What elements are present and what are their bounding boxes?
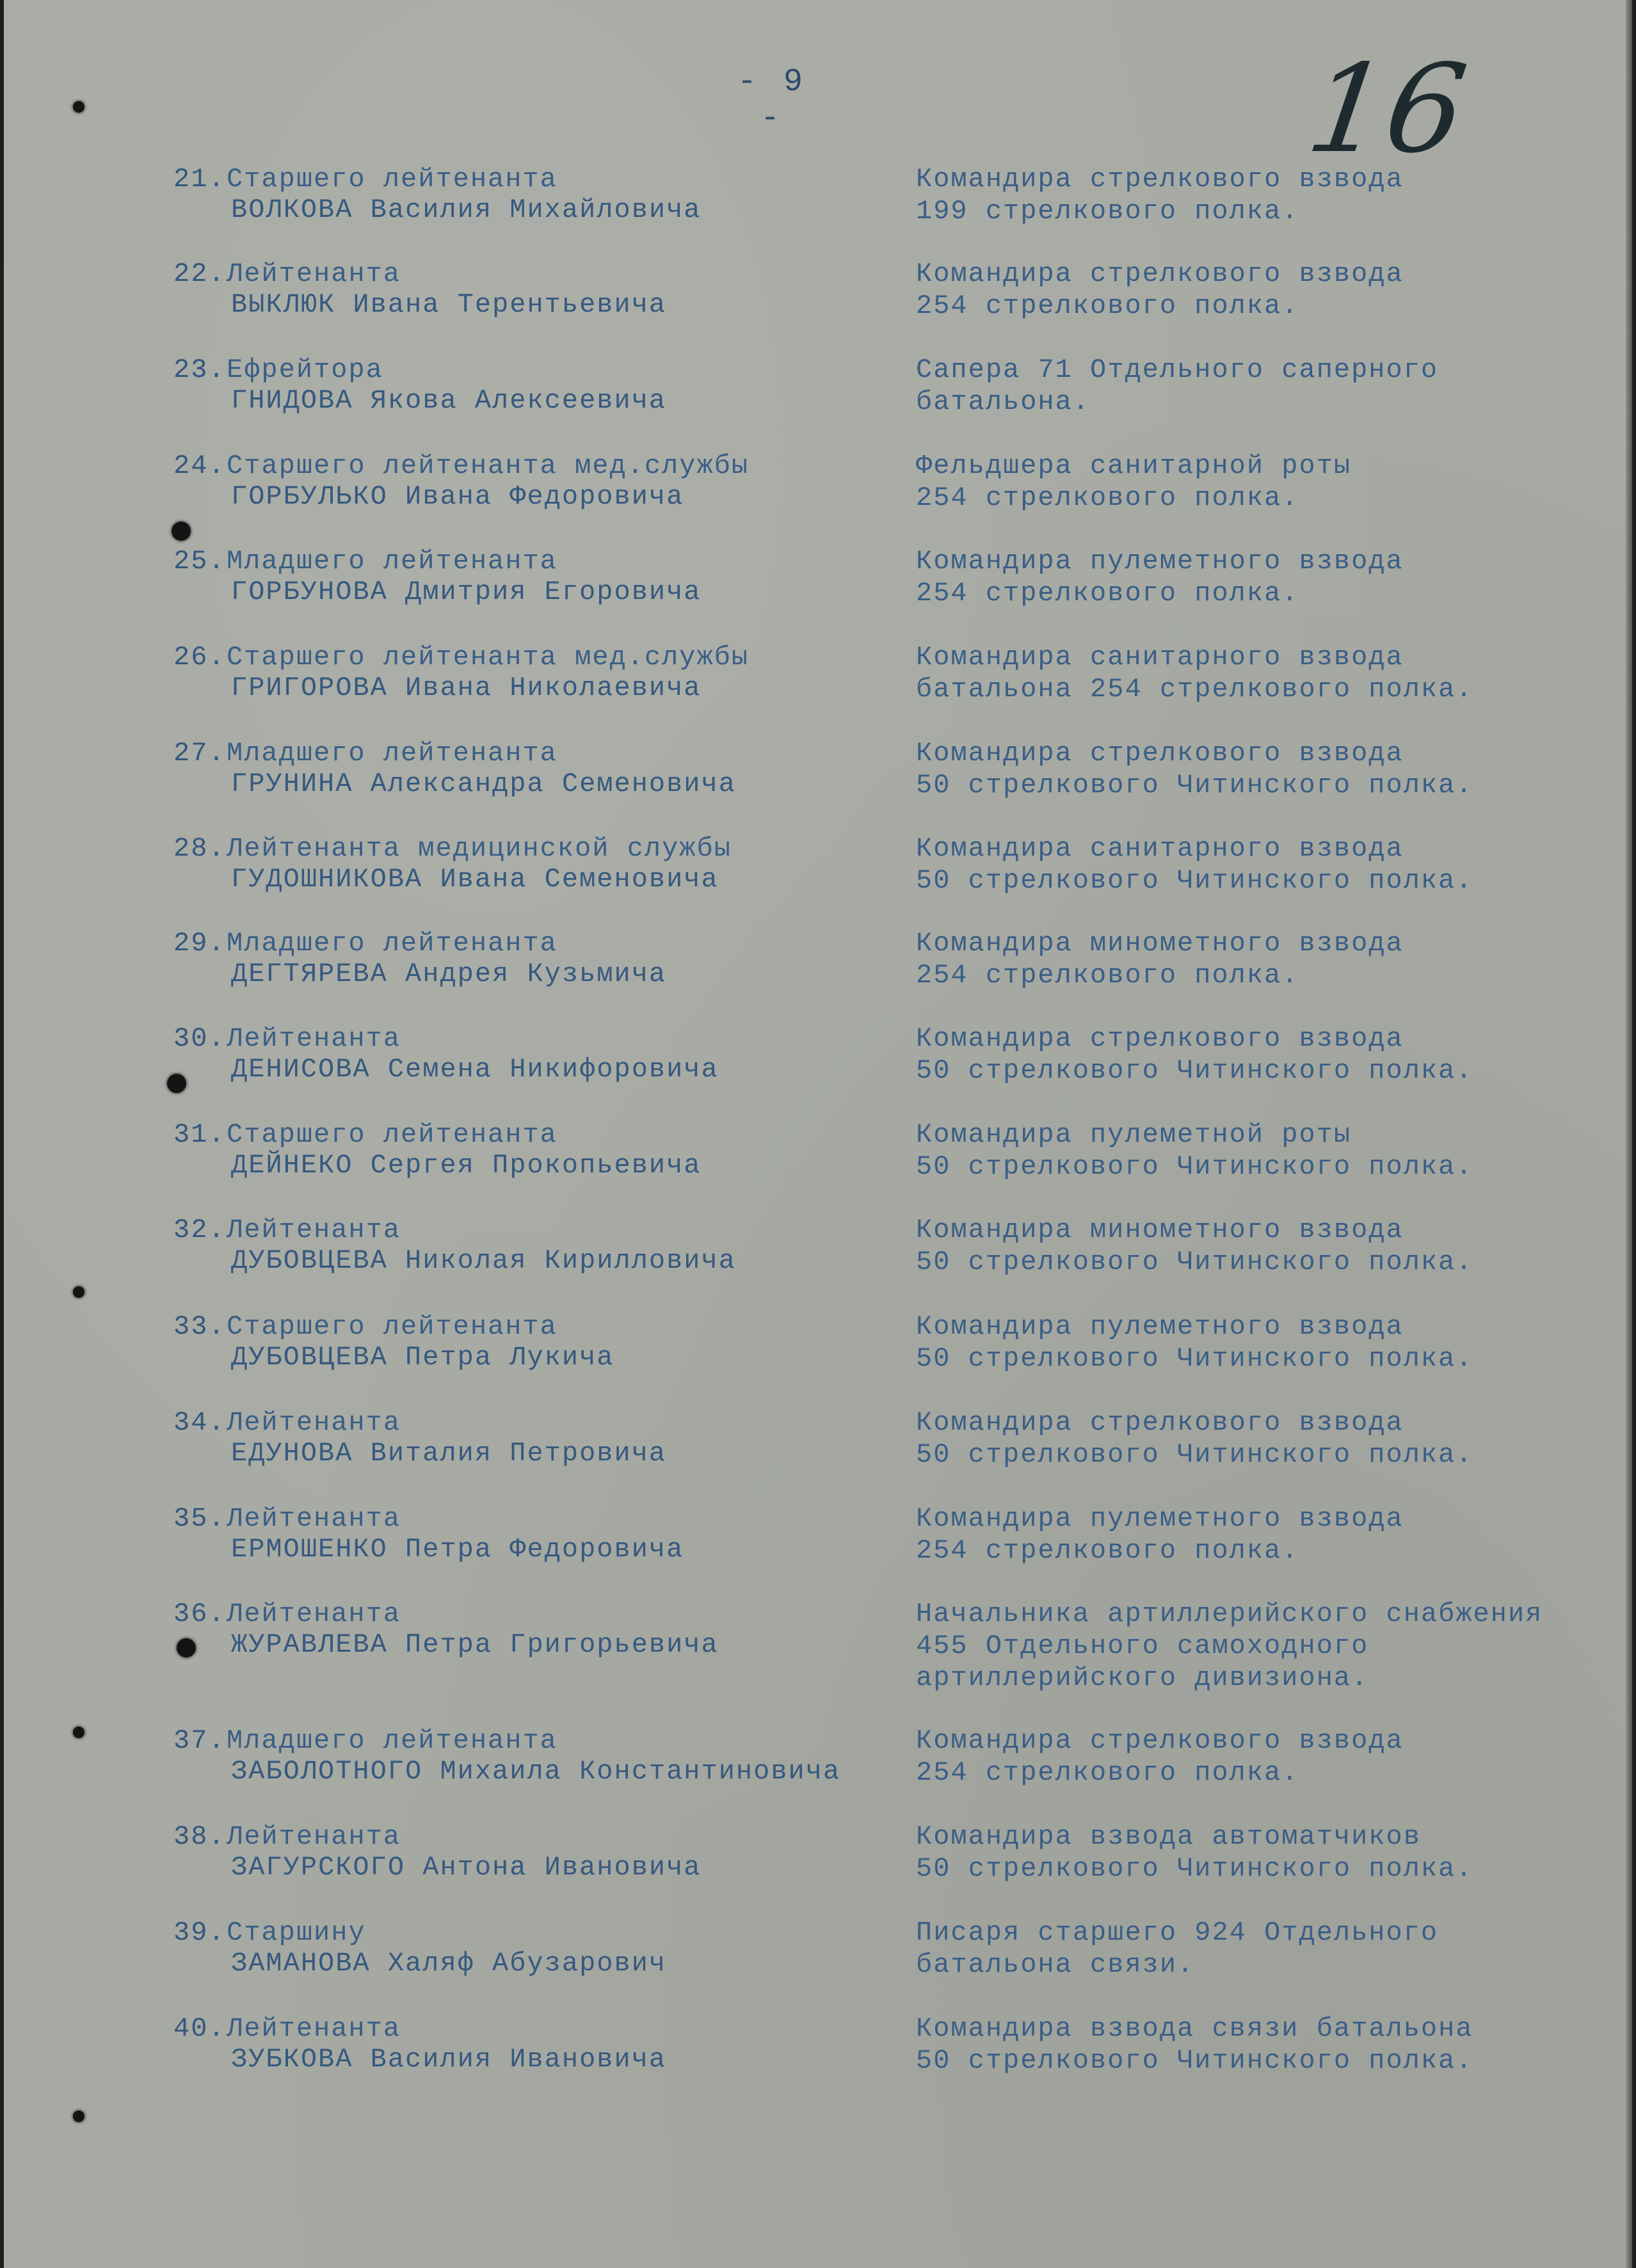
entry-position <box>916 1598 1601 1694</box>
punch-hole <box>172 522 191 541</box>
page-number: - 9 - <box>737 64 806 137</box>
entry-position-line: Командира санитарного взвода <box>916 642 1404 673</box>
entry-rank: Ефрейтора <box>227 355 383 385</box>
entry-name: ГРИГОРОВА Ивана Николаевича <box>231 673 702 703</box>
entry-name: ГРУНИНА Александра Семеновича <box>231 769 736 799</box>
entry-position-line: Командира стрелкового взвода <box>916 1407 1404 1438</box>
entry-position-line: Командира санитарного взвода <box>916 833 1404 864</box>
entry-position <box>916 545 1601 609</box>
entry-position-line: Командира взвода автоматчиков <box>916 1821 1421 1852</box>
entry-position-line: Начальника артиллерийского снабжения <box>916 1599 1543 1629</box>
entry-name: ДУБОВЦЕВА Петра Лукича <box>231 1342 614 1373</box>
entry-number: 40. <box>173 2013 226 2044</box>
entry-name: ГОРБУЛЬКО Ивана Федоровича <box>231 481 684 512</box>
entry-position-line: 254 стрелкового полка. <box>916 578 1299 609</box>
entry-position-line: Командира стрелкового взвода <box>916 738 1404 769</box>
entry-position-line: 254 стрелкового полка. <box>916 1535 1299 1566</box>
entry-name: ВОЛКОВА Василия Михайловича <box>231 195 702 225</box>
entry-position-line: 50 стрелкового Читинского полка. <box>916 865 1473 896</box>
entry-number: 29. <box>173 928 226 959</box>
punch-hole <box>167 1074 186 1093</box>
entry-number: 22. <box>173 259 226 289</box>
entry-name: ЗАГУРСКОГО Антона Ивановича <box>231 1852 702 1883</box>
entry-position <box>916 833 1601 897</box>
entry-position-line: Командира пулеметного взвода <box>916 1311 1404 1342</box>
entry-rank: Младшего лейтенанта <box>227 546 557 577</box>
entry-number: 31. <box>173 1119 226 1150</box>
entry-name: ГОРБУНОВА Дмитрия Егоровича <box>231 577 702 607</box>
entry-number: 39. <box>173 1917 226 1948</box>
entry-position <box>916 737 1601 801</box>
entry-rank: Лейтенанта <box>227 1821 401 1852</box>
entry-position-line: Командира взвода связи батальона <box>916 2013 1473 2044</box>
entry-name: ДЕГТЯРЕВА Андрея Кузьмича <box>231 959 667 989</box>
entry-rank: Лейтенанта <box>227 1599 401 1629</box>
entry-position-line: Фельдшера санитарной роты <box>916 451 1352 481</box>
entry-rank: Старшего лейтенанта <box>227 164 557 195</box>
entry-name: ГУДОШНИКОВА Ивана Семеновича <box>231 864 719 895</box>
entry-position <box>916 1503 1601 1567</box>
entry-position <box>916 1214 1601 1278</box>
entry-position-line: батальона 254 стрелкового полка. <box>916 674 1473 705</box>
entry-number: 21. <box>173 164 226 195</box>
entry-name: ЗАБОЛОТНОГО Михаила Константиновича <box>231 1756 841 1787</box>
entry-position-line: батальона связи. <box>916 1949 1195 1980</box>
entry-position-line: Сапера 71 Отдельного саперного <box>916 355 1439 385</box>
entry-number: 33. <box>173 1311 226 1342</box>
entry-position <box>916 641 1601 705</box>
entry-rank: Лейтенанта медицинской службы <box>227 833 732 864</box>
entry-number: 32. <box>173 1215 226 1245</box>
entry-position <box>916 1725 1601 1789</box>
entry-position-line: 254 стрелкового полка. <box>916 1757 1299 1788</box>
entry-rank: Младшего лейтенанта <box>227 738 557 769</box>
entry-number: 30. <box>173 1023 226 1054</box>
entry-number: 26. <box>173 642 226 673</box>
entry-number: 38. <box>173 1821 226 1852</box>
entry-position-line: Командира пулеметной роты <box>916 1119 1352 1150</box>
entry-number: 24. <box>173 451 226 481</box>
entry-position-line: 50 стрелкового Читинского полка. <box>916 1439 1473 1470</box>
entry-position-line: 50 стрелкового Читинского полка. <box>916 1343 1473 1374</box>
entry-position-line: 455 Отдельного самоходного <box>916 1631 1369 1661</box>
entry-position <box>916 258 1601 322</box>
entry-position-line: 50 стрелкового Читинского полка. <box>916 770 1473 801</box>
page-edge <box>1626 0 1632 2268</box>
entry-rank: Старшего лейтенанта <box>227 1311 557 1342</box>
entry-rank: Старшину <box>227 1917 366 1948</box>
entry-name: ЖУРАВЛЕВА Петра Григорьевича <box>231 1629 719 1660</box>
entry-number: 23. <box>173 355 226 385</box>
entry-name: ЗАМАНОВА Халяф Абузарович <box>231 1948 667 1979</box>
entry-position-line: 254 стрелкового полка. <box>916 483 1299 513</box>
entry-position <box>916 1917 1601 1981</box>
punch-hole <box>73 2111 84 2122</box>
entry-position <box>916 1023 1601 1087</box>
entry-position-line: Командира пулеметного взвода <box>916 1503 1404 1534</box>
entry-rank: Старшего лейтенанта <box>227 1119 557 1150</box>
entry-name: ЗУБКОВА Василия Ивановича <box>231 2044 667 2075</box>
entry-position-line: 254 стрелкового полка. <box>916 291 1299 321</box>
entry-position <box>916 450 1601 514</box>
entry-name: ДЕЙНЕКО Сергея Прокопьевича <box>231 1150 702 1181</box>
entry-position-line: Командира стрелкового взвода <box>916 1725 1404 1756</box>
entry-position-line: 50 стрелкового Читинского полка. <box>916 1151 1473 1182</box>
entry-position-line: Командира стрелкового взвода <box>916 259 1404 289</box>
entry-position <box>916 163 1601 227</box>
entry-position <box>916 927 1601 991</box>
entry-name: ВЫКЛЮК Ивана Терентьевича <box>231 289 667 320</box>
entry-name: ЕРМОШЕНКО Петра Федоровича <box>231 1534 684 1565</box>
entry-position <box>916 1821 1601 1885</box>
entry-number: 34. <box>173 1407 226 1438</box>
entry-name: ЕДУНОВА Виталия Петровича <box>231 1438 667 1469</box>
entry-position <box>916 354 1601 418</box>
entry-position-line: Командира минометного взвода <box>916 928 1404 959</box>
entry-position <box>916 1311 1601 1375</box>
entry-number: 37. <box>173 1725 226 1756</box>
punch-hole <box>73 1286 84 1298</box>
entry-position-line: Командира пулеметного взвода <box>916 546 1404 577</box>
entry-rank: Лейтенанта <box>227 2013 401 2044</box>
entry-position-line: 50 стрелкового Читинского полка. <box>916 2045 1473 2076</box>
entry-position-line: Писаря старшего 924 Отдельного <box>916 1917 1439 1948</box>
entry-rank: Лейтенанта <box>227 259 401 289</box>
entry-number: 27. <box>173 738 226 769</box>
entry-rank: Младшего лейтенанта <box>227 1725 557 1756</box>
entry-number: 35. <box>173 1503 226 1534</box>
document-page <box>4 0 1632 2268</box>
entry-rank: Лейтенанта <box>227 1503 401 1534</box>
entry-number: 36. <box>173 1599 226 1629</box>
entry-rank: Лейтенанта <box>227 1023 401 1054</box>
entry-number: 28. <box>173 833 226 864</box>
entry-position-line: 50 стрелкового Читинского полка. <box>916 1055 1473 1086</box>
entry-name: ДУБОВЦЕВА Николая Кирилловича <box>231 1245 736 1276</box>
entry-name: ДЕНИСОВА Семена Никифоровича <box>231 1054 719 1085</box>
entry-rank: Лейтенанта <box>227 1407 401 1438</box>
entry-position-line: Командира минометного взвода <box>916 1215 1404 1245</box>
entry-rank: Старшего лейтенанта мед.службы <box>227 451 750 481</box>
punch-hole <box>73 1727 84 1738</box>
entry-rank: Лейтенанта <box>227 1215 401 1245</box>
entry-rank: Младшего лейтенанта <box>227 928 557 959</box>
entry-position-line: артиллерийского дивизиона. <box>916 1663 1369 1693</box>
entry-number: 25. <box>173 546 226 577</box>
punch-hole <box>177 1638 196 1657</box>
entry-position <box>916 2013 1601 2077</box>
punch-hole <box>73 101 84 113</box>
entry-position-line: 50 стрелкового Читинского полка. <box>916 1247 1473 1277</box>
entry-position-line: батальона. <box>916 387 1091 417</box>
entry-position <box>916 1407 1601 1471</box>
entry-rank: Старшего лейтенанта мед.службы <box>227 642 750 673</box>
handwritten-sheet-number: 16 <box>1299 38 1475 180</box>
entry-position-line: Командира стрелкового взвода <box>916 164 1404 195</box>
entry-position <box>916 1119 1601 1183</box>
entry-position-line: Командира стрелкового взвода <box>916 1023 1404 1054</box>
entry-position-line: 254 стрелкового полка. <box>916 960 1299 991</box>
entry-position-line: 199 стрелкового полка. <box>916 196 1299 227</box>
entry-name: ГНИДОВА Якова Алексеевича <box>231 385 667 416</box>
entry-position-line: 50 стрелкового Читинского полка. <box>916 1853 1473 1884</box>
